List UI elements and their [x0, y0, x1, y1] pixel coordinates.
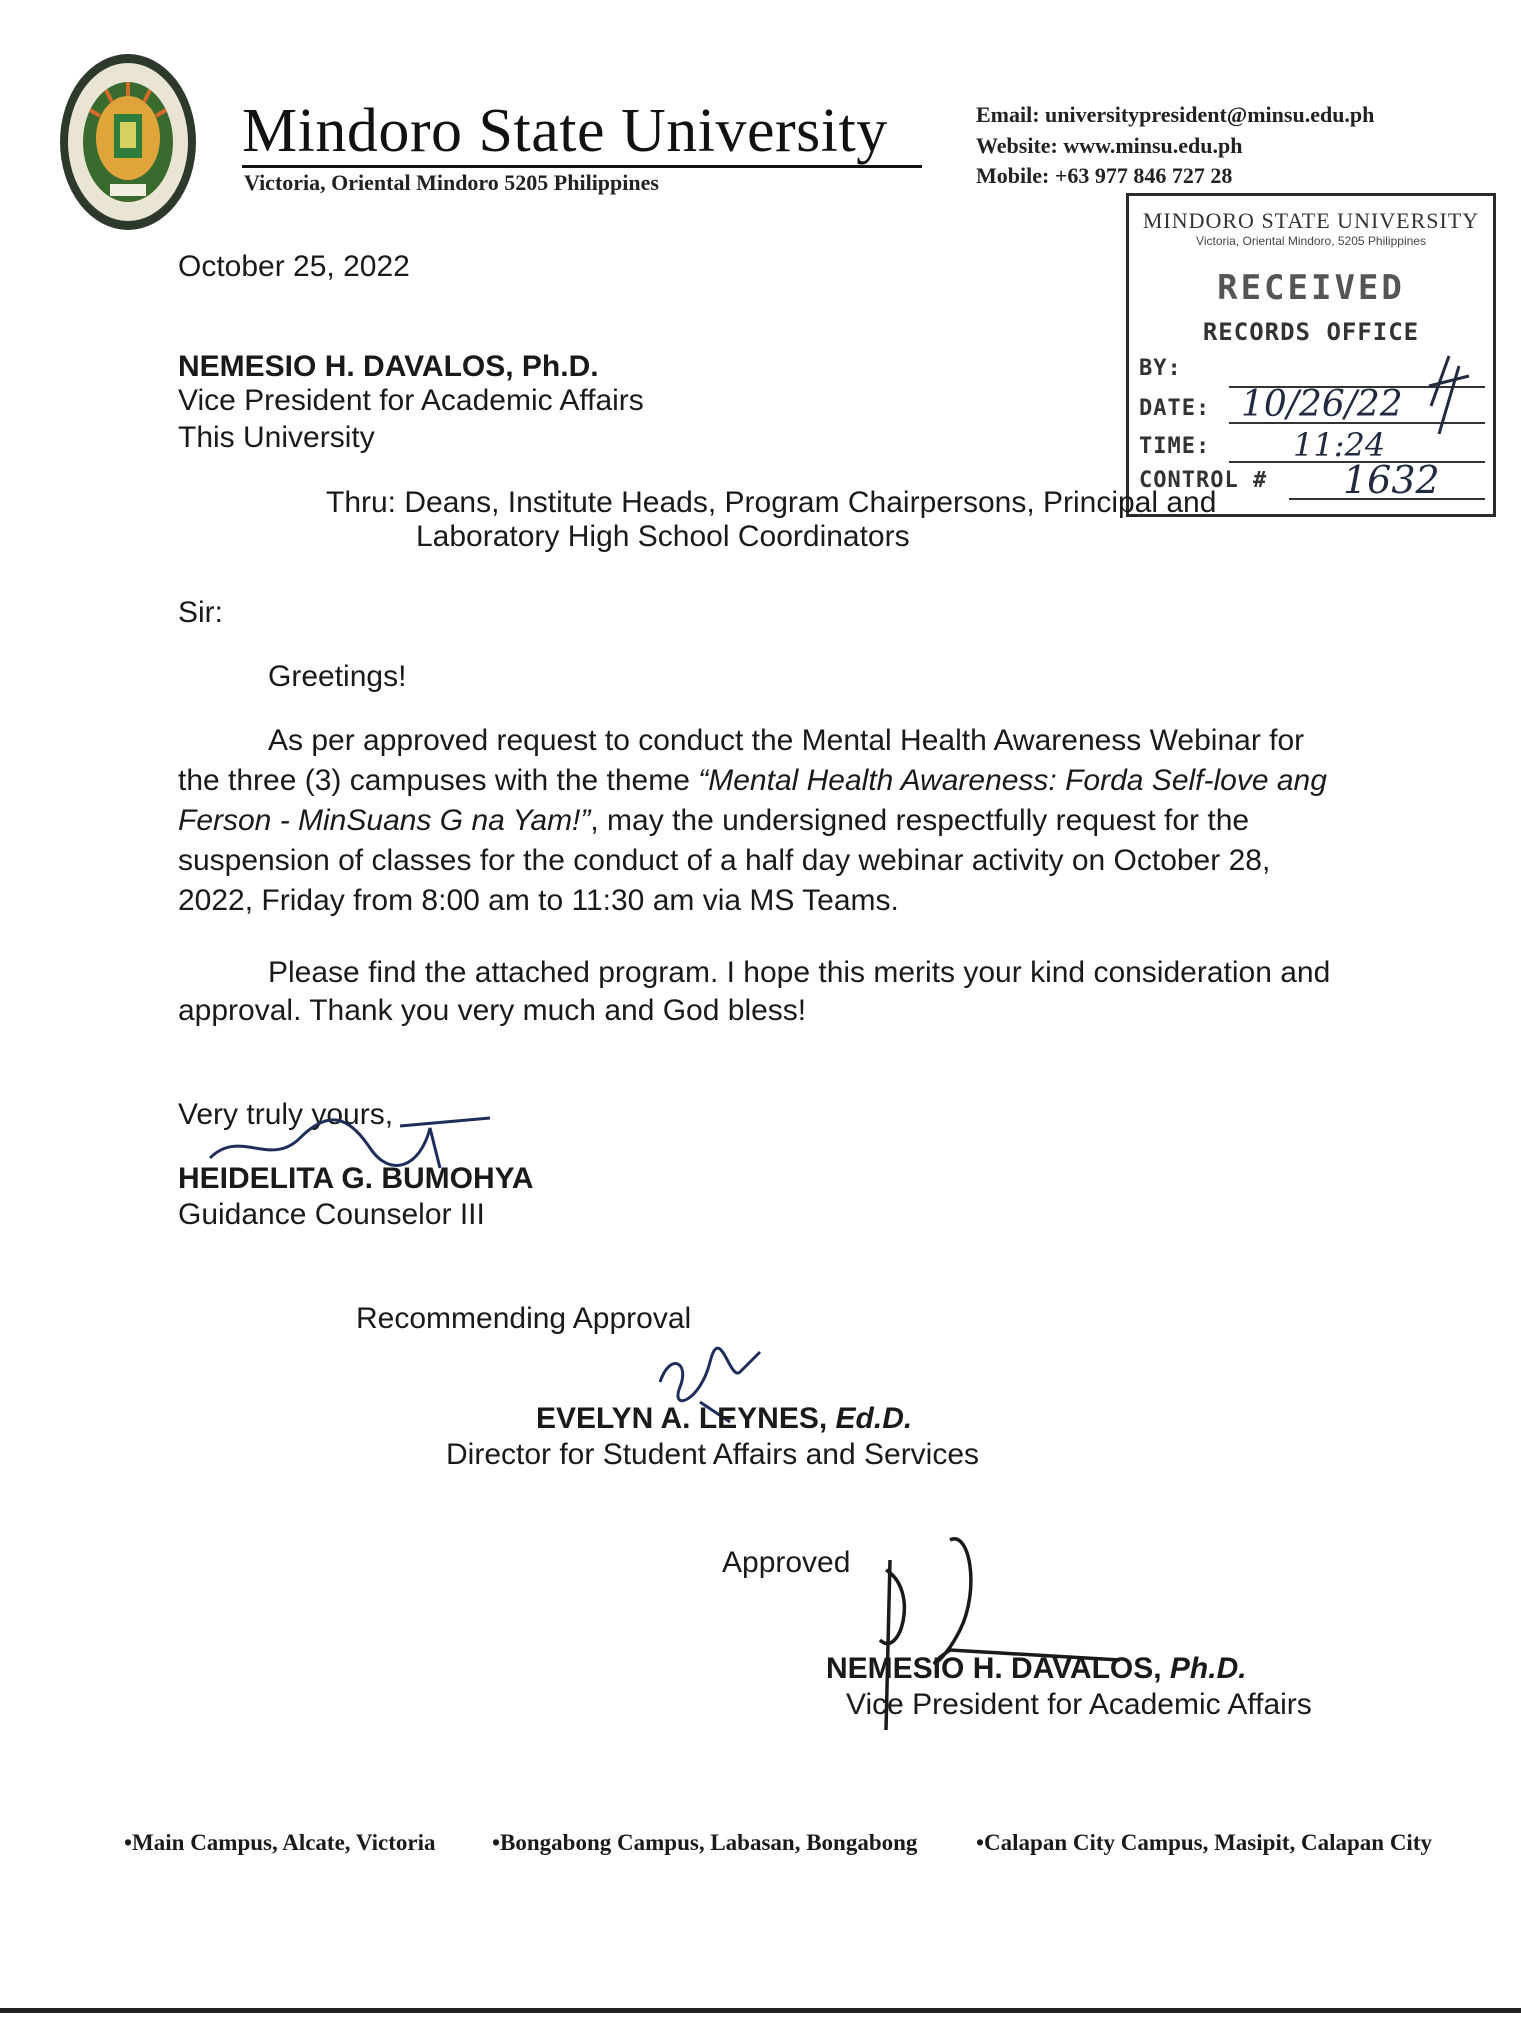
paragraph-1-line-2	[178, 762, 1327, 800]
contact-email: Email: universitypresident@minsu.edu.ph	[976, 102, 1375, 127]
received-stamp	[1126, 193, 1496, 517]
letterhead-rule	[242, 165, 922, 168]
paragraph-1-line-3-text: , may the undersigned respectfully request for the	[590, 804, 1250, 837]
stamp-control-label: CONTROL #	[1139, 468, 1268, 493]
paragraph-1-line-5: 2022, Friday from 8:00 am to 11:30 am via MS Teams.	[178, 884, 899, 917]
paragraph-2-line-1: Please find the attached program. I hope this merits your kind consideration and	[268, 956, 1331, 989]
recipient-title: Vice President for Academic Affairs	[178, 384, 644, 417]
closing: Very truly yours,	[178, 1098, 394, 1131]
stamp-received: RECEIVED	[1217, 268, 1405, 308]
stamp-time-handwritten: 11:24	[1293, 426, 1386, 464]
thru-line-2: Laboratory High School Coordinators	[416, 520, 910, 553]
stamp-university: MINDORO STATE UNIVERSITY	[1142, 208, 1480, 233]
contact-website: Website: www.minsu.edu.ph	[976, 133, 1243, 158]
sender-title: Guidance Counselor III	[178, 1198, 485, 1231]
recommender-title: Director for Student Affairs and Services	[446, 1438, 980, 1471]
sender-name: HEIDELITA G. BUMOHYA	[178, 1162, 534, 1195]
recommender-degree: Ed.D.	[835, 1402, 913, 1435]
approver-degree: Ph.D.	[1169, 1652, 1247, 1685]
stamp-control-handwritten: 1632	[1343, 458, 1440, 502]
recipient-name: NEMESIO H. DAVALOS, Ph.D.	[178, 350, 599, 383]
paragraph-1-line-2-text: the three (3) campuses with the theme	[178, 764, 699, 797]
university-name: Mindoro State University	[242, 97, 888, 165]
greeting: Greetings!	[268, 660, 407, 693]
stamp-date-handwritten: 10/26/22	[1241, 384, 1403, 425]
footer-calapan-campus: •Calapan City Campus, Masipit, Calapan City	[976, 1830, 1432, 1855]
paragraph-1-line-4: suspension of classes for the conduct of a half day webinar activity on October 28,	[178, 844, 1271, 877]
webinar-theme-part-2: Ferson - MinSuans G na Yam!”	[178, 804, 591, 837]
approved-label: Approved	[722, 1546, 851, 1579]
recommender-name-text: EVELYN A. LEYNES,	[536, 1402, 836, 1435]
stamp-initial-mark	[1419, 346, 1479, 436]
stamp-date-label: DATE:	[1139, 396, 1211, 421]
university-seal	[58, 52, 198, 232]
footer-bongabong-campus: •Bongabong Campus, Labasan, Bongabong	[492, 1830, 918, 1855]
stamp-office: RECORDS OFFICE	[1202, 318, 1420, 346]
stamp-by-label: BY:	[1139, 356, 1182, 381]
recommender-name	[536, 1400, 912, 1438]
approver-name	[826, 1650, 1247, 1688]
stamp-time-label: TIME:	[1139, 434, 1211, 459]
university-address: Victoria, Oriental Mindoro 5205 Philippines	[244, 170, 659, 195]
contact-mobile: Mobile: +63 977 846 727 28	[976, 163, 1233, 188]
paragraph-1-line-3	[178, 802, 1249, 840]
recipient-org: This University	[178, 421, 375, 454]
paragraph-1-line-1: As per approved request to conduct the Mental Health Awareness Webinar for	[268, 724, 1305, 757]
webinar-theme-part-1: “Mental Health Awareness: Forda Self-love ang	[698, 764, 1327, 797]
footer-rule	[0, 2008, 1521, 2013]
approver-title: Vice President for Academic Affairs	[846, 1688, 1312, 1721]
footer-main-campus: •Main Campus, Alcate, Victoria	[124, 1830, 436, 1855]
letter-date: October 25, 2022	[178, 250, 410, 283]
stamp-address: Victoria, Oriental Mindoro, 5205 Philippines	[1196, 234, 1426, 248]
paragraph-2-line-2: approval. Thank you very much and God bless!	[178, 994, 807, 1027]
thru-line-1: Thru: Deans, Institute Heads, Program Chairpersons, Principal and	[326, 486, 1217, 519]
salutation: Sir:	[178, 596, 223, 629]
approver-name-text: NEMESIO H. DAVALOS,	[826, 1652, 1170, 1685]
recommending-approval-label: Recommending Approval	[356, 1302, 692, 1335]
